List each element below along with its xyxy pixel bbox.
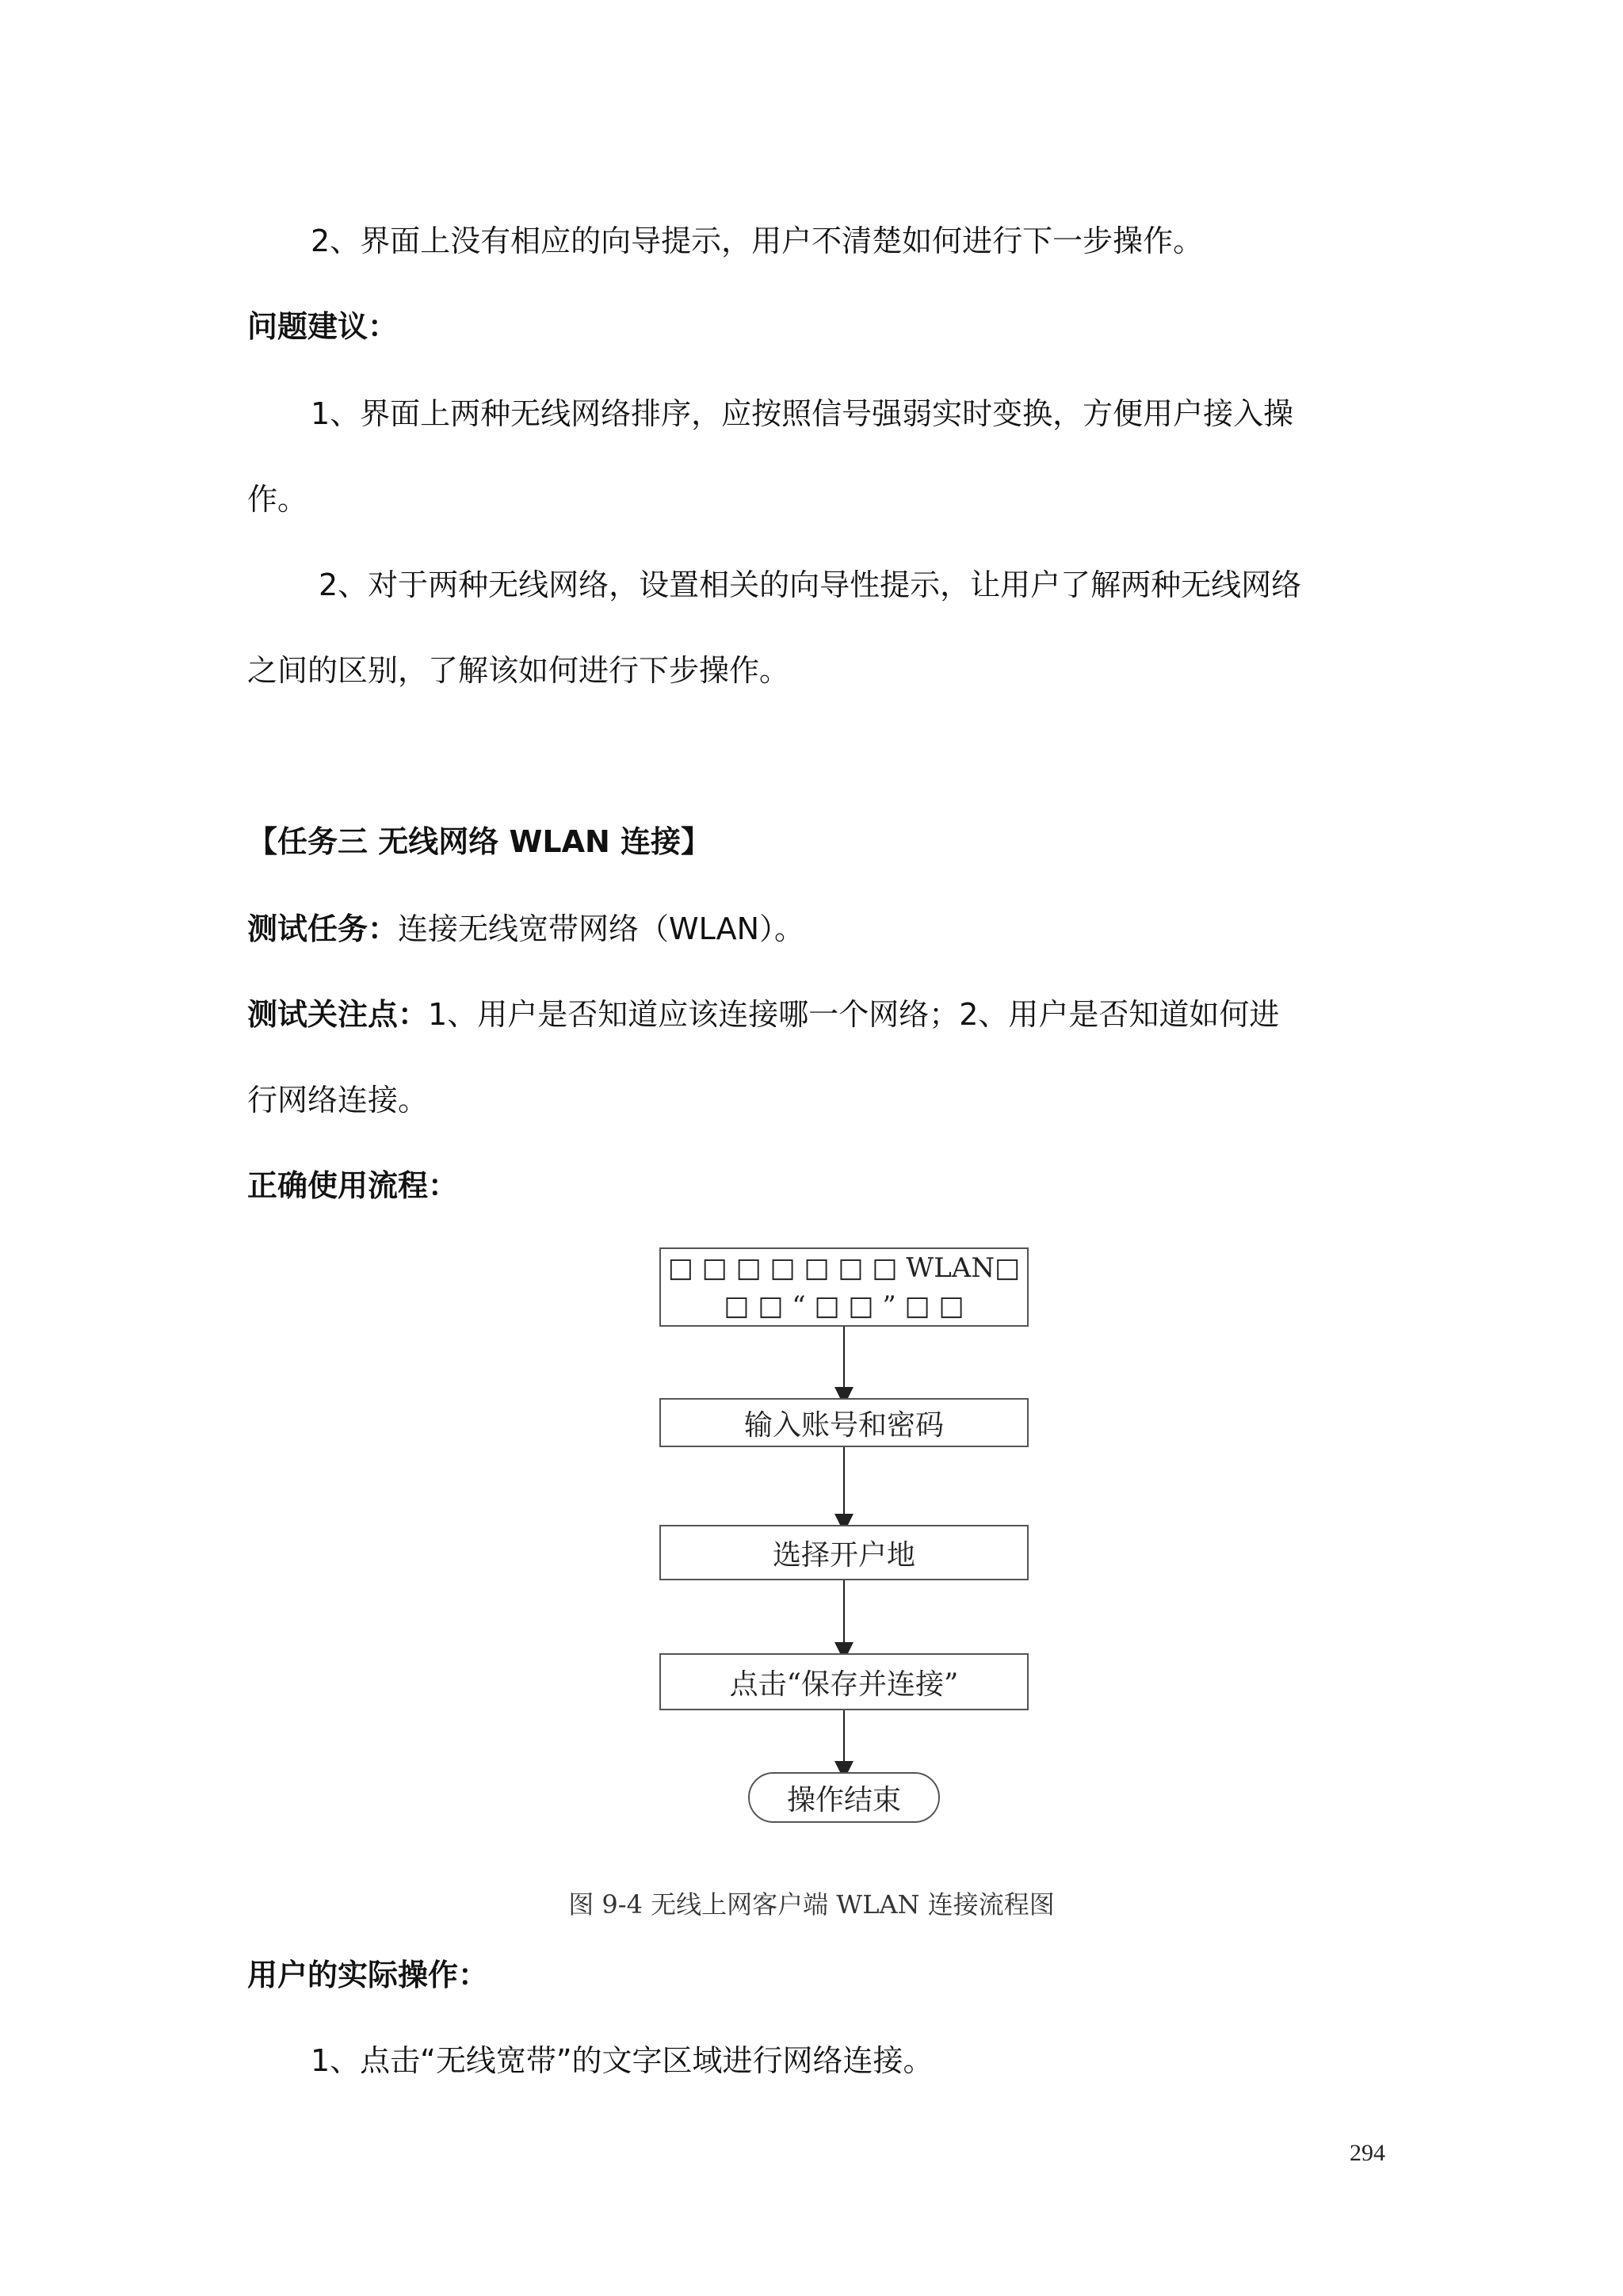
focus-label: 测试关注点：	[247, 997, 429, 1032]
page-number: 294	[1350, 2140, 1385, 2166]
flow-step-1-line1: □ □ □ □ □ □ □ WLAN□	[667, 1252, 1021, 1284]
actual-step-1: 1、点击“无线宽带”的文字区域进行网络连接。	[311, 2043, 934, 2078]
paragraph-suggestion-2-cont: 之间的区别，了解该如何进行下步操作。	[247, 653, 790, 688]
flow-step-2: 输入账号和密码	[659, 1398, 1029, 1447]
focus-line	[247, 992, 1279, 1037]
focus-text: 1、用户是否知道应该连接哪一个网络；2、用户是否知道如何进	[428, 997, 1280, 1032]
test-task-label: 测试任务：	[247, 911, 399, 946]
paragraph-suggestion-1: 1、界面上两种无线网络排序，应按照信号强弱实时变换，方便用户接入操	[311, 396, 1294, 431]
flow-step-1-line2: □ □ “ □ □ ” □ □	[724, 1290, 964, 1322]
actual-heading: 用户的实际操作：	[247, 1958, 489, 1992]
task-title: 【任务三 无线网络 WLAN 连接】	[247, 824, 712, 859]
test-task-line	[247, 907, 804, 951]
test-task-text: 连接无线宽带网络（WLAN）。	[398, 911, 805, 946]
flow-heading: 正确使用流程：	[247, 1168, 459, 1203]
flow-step-3: 选择开户地	[659, 1525, 1029, 1580]
flow-step-4: 点击“保存并连接”	[659, 1653, 1029, 1710]
paragraph-suggestion-1-cont: 作。	[247, 482, 308, 517]
paragraph-suggestion-2: 2、对于两种无线网络，设置相关的向导性提示，让用户了解两种无线网络	[319, 567, 1302, 602]
focus-line-cont: 行网络连接。	[247, 1083, 429, 1117]
heading-suggestion: 问题建议：	[247, 309, 399, 344]
flow-step-end: 操作结束	[748, 1772, 940, 1823]
flow-step-1	[659, 1247, 1029, 1327]
figure-caption: 图 9-4 无线上网客户端 WLAN 连接流程图	[568, 1889, 1055, 1920]
paragraph-issue-2: 2、界面上没有相应的向导提示，用户不清楚如何进行下一步操作。	[311, 223, 1204, 258]
